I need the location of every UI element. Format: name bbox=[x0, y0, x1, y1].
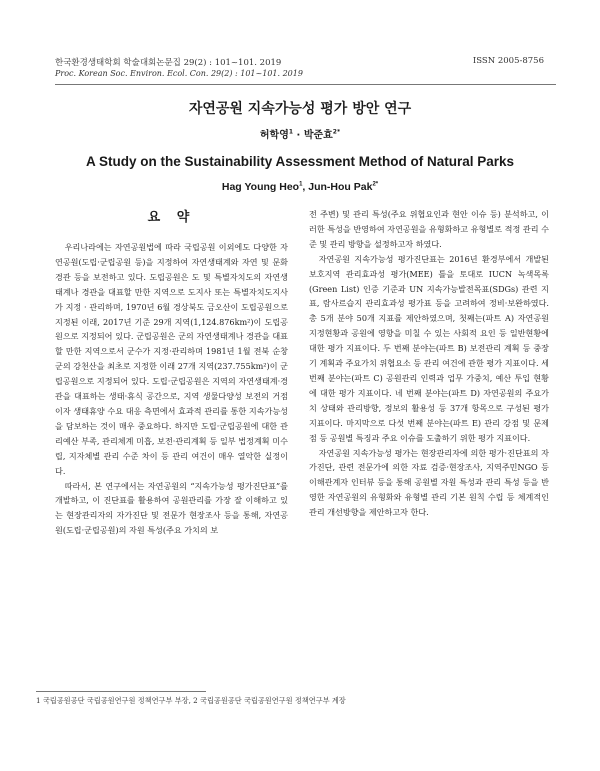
journal-citation-ko: 한국환경생태학회 학술대회논문집 29(2) : 101~101. 2019 bbox=[55, 58, 282, 68]
journal-citation-en: Proc. Korean Soc. Environ. Ecol. Con. 29(2) : 101~101. 2019 bbox=[55, 69, 303, 78]
author-1-affiliation-mark: 1 bbox=[288, 128, 294, 136]
author-1-name-ko: 허학영 bbox=[259, 130, 289, 141]
author-2-name-ko: 박준효 bbox=[303, 130, 333, 141]
issn: ISSN 2005-8756 bbox=[472, 56, 544, 66]
affiliation-footnote: 1 국립공원공단 국립공원연구원 정책연구부 부장, 2 국립공원공단 국립공원연구원 정책연구부 계장 bbox=[36, 696, 346, 705]
author-1-affiliation-mark-en: 1 bbox=[299, 181, 303, 188]
abstract-paragraph-1: 우리나라에는 자연공원법에 따라 국립공원 이외에도 다양한 자연공원(도립·군립공원 등)을 지정하여 자연생태계와 자연 및 문화 경관 등을 보전하고 있다. 도립공원은 도 및 특별자치도의 자연생태계나 경관을 대표할 만한 지역으로 도지사 또는 특별자치도지사가 지정 · 관리하며, 1970년 6월 경상북도 금오산이 도립공원으로 지정된 이래, 2017년 기준 29개 지역(1,124.876km²)이 도립공원으로 지정되어 있다. 군립공원은 군의 자연생태계나 경관을 대표할 만한 지역으로서 군수가 지정·관리하며 1981년 1월 전북 순창군의 강천산을 최초로 지정한 이래 27개 지역(237.755km²)이 군립공원으로 지정되어 있다. 도립·군립공원은 지역의 자연생태계·경관을 대표하는 생태·휴식 공간으로, 지역 생물다양성 보전의 거점이자 생태휴양 수요 대응 측면에서 효과적 관리를 통한 지속가능성을 담보하는 것이 매우 중요하다. 하지만 도립·군립공원에 대한 관리예산 부족, 관리체계 미흡, 보전·관리계획 등 일부 법정계획 미수립, 지자체별 관리 수준 차이 등 관리 여건이 매우 열악한 실정이다. bbox=[55, 242, 288, 476]
author-2-affiliation-mark-en: 2* bbox=[372, 181, 379, 188]
abstract-heading: 요 약 bbox=[147, 210, 196, 225]
author-2-name-en: Jun-Hou Pak bbox=[308, 181, 373, 193]
footnote-rule bbox=[36, 691, 206, 692]
authors-en bbox=[0, 181, 600, 193]
authors-ko bbox=[0, 126, 600, 141]
paper-title-en: A Study on the Sustainability Assessment Method of Natural Parks bbox=[85, 154, 515, 169]
abstract-left-column bbox=[55, 240, 288, 538]
author-separator: · bbox=[293, 130, 304, 141]
paper-title-ko: 자연공원 지속가능성 평가 방안 연구 bbox=[188, 101, 412, 117]
abstract-paragraph-2: 따라서, 본 연구에서는 자연공원의 “지속가능성 평가진단표”를 개발하고, 이 진단표를 활용하여 공원관리를 가장 잘 이해하고 있는 현장관리자의 자가진단 및 전문가 현장조사 등을 통해, 자연공원(도립·군립공원)의 자원 특성(주요 가치의 보 bbox=[55, 480, 288, 536]
abstract-paragraph-3: 자연공원 지속가능성 평가진단표는 2016년 환경부에서 개발된 보호지역 관리효과성 평가(MEE) 틀을 토대로 IUCN 녹색목록(Green List) 인증 기준과 UN 지속가능발전목표(SDGs) 관련 지표, 람사르습지 관리효과성 평가표 등을 고려하여 정비·보완하였다. 총 5개 분야 50개 지표를 제안하였으며, 첫째는(파트 A) 자연공원 지정현황과 공원에 영향을 미칠 수 있는 사회적 요인 등 일반현황에 대한 평가 지표이다. 두 번째 분야는(파트 B) 보전관리 계획 등 중장기 계획과 주요가치 위협요소 등 관리 여건에 관한 평가 지표이다. 세 번째 분야는(파트 C) 공원관리 인력과 업무 가중치, 예산 투입 현황에 대한 평가 지표이다. 네 번째 분야는(파트 D) 자연공원의 주요가치 상태와 관리방향, 정보의 활용성 등 37개 항목으로 구성된 평가 지표이다. 마지막으로 다섯 번째 분야는(파트 E) 관리 강점 및 문제점 등 공원별 특징과 주요 이슈를 도출하기 위한 평가 지표이다. bbox=[309, 253, 549, 443]
abstract-right-column bbox=[309, 207, 549, 520]
author-1-name-en: Hag Young Heo bbox=[221, 181, 300, 193]
author-separator-en: , bbox=[302, 181, 309, 193]
header-rule bbox=[55, 84, 556, 85]
abstract-paragraph-4: 자연공원 지속가능성 평가는 현장관리자에 의한 평가·진단표의 자가진단, 관련 전문가에 의한 자료 검증·현장조사, 지역주민NGO 등 이해관계자 인터뷰 등을 통해 공원별 자원 특성과 관리 특성 등을 반영한 자연공원의 유형화와 유형별 관리 기본 원칙 수립 등 체계적인 관리 개선방향을 제안하고자 한다. bbox=[309, 447, 549, 518]
author-2-affiliation-mark: 2* bbox=[332, 128, 341, 136]
abstract-paragraph-2-continued: 전 주변) 및 관리 특성(주요 위협요인과 현안 이슈 등) 분석하고, 이러한 특성을 반영하여 자연공원을 유형화하고 유형별로 적정 관리 수준 및 관리 방향을 설정하고자 하였다. bbox=[309, 209, 549, 249]
